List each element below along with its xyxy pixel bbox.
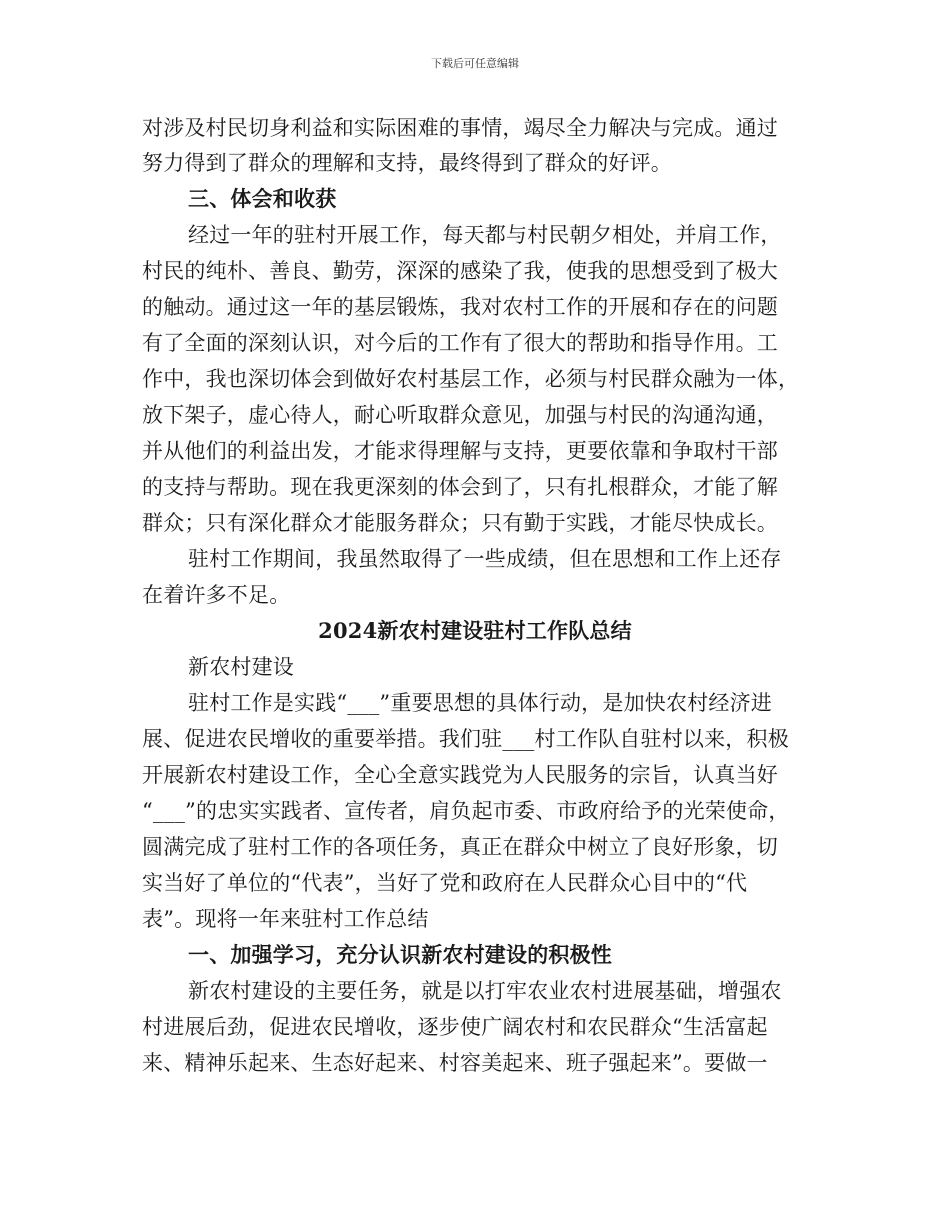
- body-line: 作中，我也深切体会到做好农村基层工作，必须与村民群众融为一体，: [142, 367, 800, 391]
- body-line: 展、促进农民增收的重要举措。我们驻___村工作队自驻村以来，积极: [142, 727, 789, 751]
- section-heading: 一、加强学习，充分认识新农村建设的积极性: [188, 942, 612, 967]
- body-line: 来、精神乐起来、生态好起来、村容美起来、班子强起来”。要做一: [142, 1051, 768, 1075]
- body-line: 驻村工作期间，我虽然取得了一些成绩，但在思想和工作上还存: [188, 547, 782, 571]
- body-line: 村进展后劲，促进农民增收，逐步使广阔农村和农民群众“生活富起: [142, 1015, 768, 1039]
- subtitle: 新农村建设: [188, 655, 294, 679]
- body-line: 新农村建设的主要任务，就是以打牢农业农村进展基础，增强农: [188, 979, 782, 1003]
- body-line: 经过一年的驻村开展工作，每天都与村民朝夕相处，并肩工作，: [188, 223, 782, 247]
- section-heading: 三、体会和收获: [188, 186, 337, 211]
- body-line: 的触动。通过这一年的基层锻炼，我对农村工作的开展和存在的问题: [142, 295, 778, 319]
- body-line: 并从他们的利益出发，才能求得理解与支持，更要依靠和争取村干部: [142, 439, 778, 463]
- body-line: 的支持与帮助。现在我更深刻的体会到了，只有扎根群众，才能了解: [142, 475, 778, 499]
- body-line: 开展新农村建设工作，全心全意实践党为人民服务的宗旨，认真当好: [142, 763, 778, 787]
- body-line: 驻村工作是实践“___”重要思想的具体行动，是加快农村经济进: [188, 691, 772, 715]
- body-line: 对涉及村民切身利益和实际困难的事情，竭尽全力解决与完成。通过: [142, 116, 778, 140]
- body-line: 有了全面的深刻认识，对今后的工作有了很大的帮助和指导作用。工: [142, 331, 778, 355]
- body-line: 实当好了单位的“代表”，当好了党和政府在人民群众心目中的“代: [142, 871, 748, 895]
- body-line: 在着许多不足。: [142, 583, 291, 607]
- body-line: 圆满完成了驻村工作的各项任务，真正在群众中树立了良好形象，切: [142, 835, 778, 859]
- body-line: 努力得到了群众的理解和支持，最终得到了群众的好评。: [142, 151, 672, 175]
- body-line: 放下架子，虚心待人，耐心听取群众意见，加强与村民的沟通沟通，: [142, 403, 778, 427]
- document-title: 2024新农村建设驻村工作队总结: [318, 618, 632, 643]
- body-line: 村民的纯朴、善良、勤劳，深深的感染了我，使我的思想受到了极大: [142, 259, 778, 283]
- body-line: “___”的忠实实践者、宣传者，肩负起市委、市政府给予的光荣使命，: [142, 799, 790, 823]
- body-line: 群众；只有深化群众才能服务群众；只有勤于实践，才能尽快成长。: [142, 511, 778, 535]
- body-line: 表”。现将一年来驻村工作总结: [142, 907, 429, 931]
- page-header: 下载后可任意编辑: [431, 57, 519, 70]
